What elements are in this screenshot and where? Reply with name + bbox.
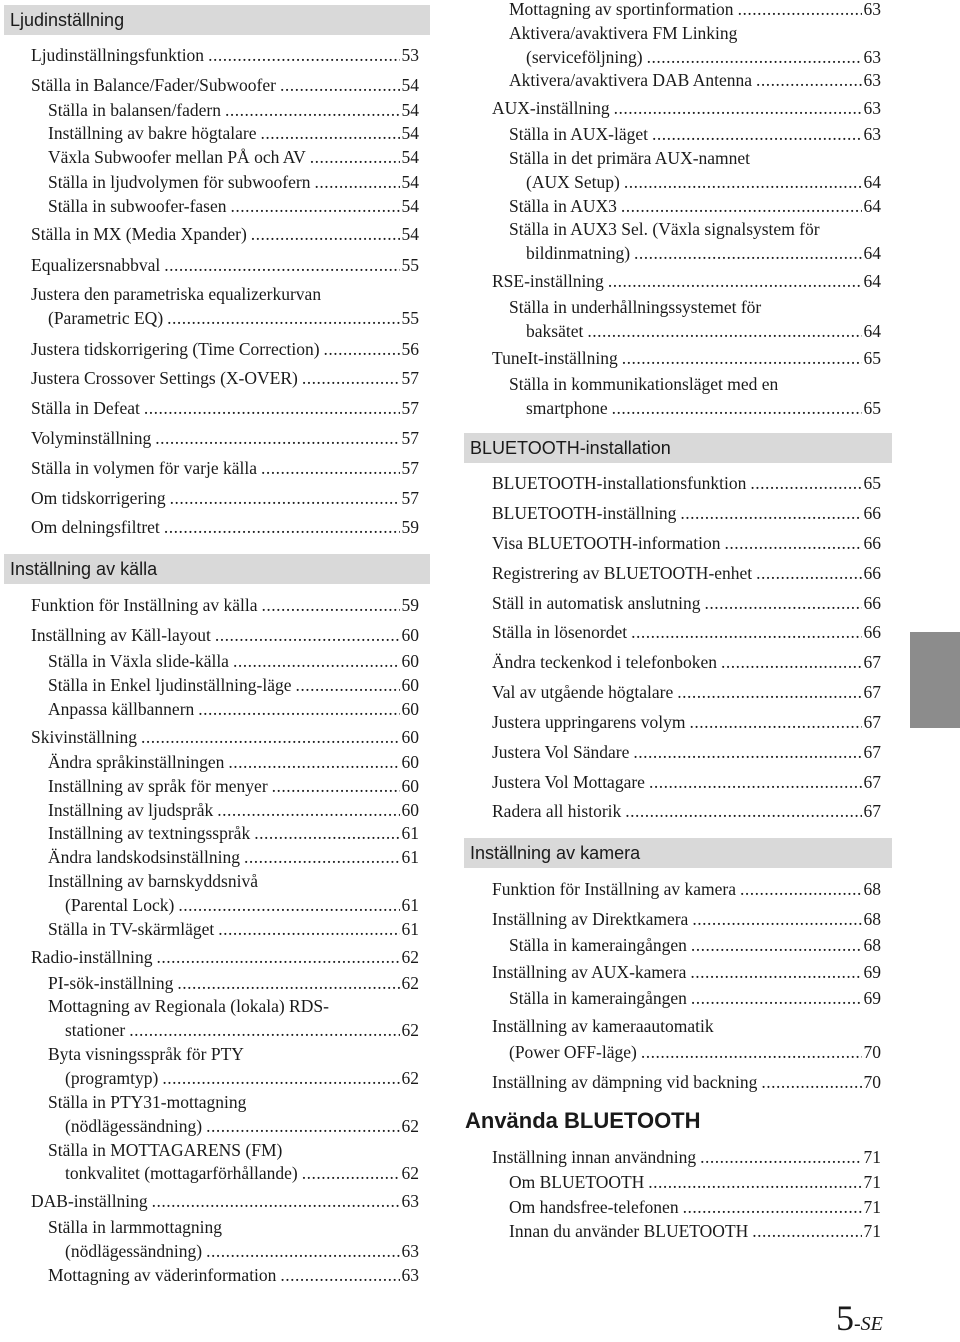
chapter-heading: Använda BLUETOOTH bbox=[465, 1108, 701, 1133]
toc-entry[interactable]: Volyminställning ..... 57 bbox=[31, 427, 419, 449]
toc-entry[interactable]: Inställning av ljudspråk ..... 60 bbox=[48, 799, 419, 821]
toc-entry[interactable]: baksätet ..... 64 bbox=[526, 320, 881, 342]
toc-entry-line[interactable]: Ställa in det primära AUX-namnet bbox=[509, 148, 751, 168]
toc-entry[interactable]: smartphone ..... 65 bbox=[526, 397, 881, 419]
toc-entry[interactable]: AUX-inställning ..... 63 bbox=[492, 97, 881, 119]
toc-entry[interactable]: Justera Crossover Settings (X-OVER) ..... 57 bbox=[31, 367, 419, 389]
toc-entry[interactable]: Ändra språkinställningen ..... 60 bbox=[48, 751, 419, 773]
toc-entry[interactable]: Mottagning av väderinformation ..... 63 bbox=[48, 1264, 419, 1286]
toc-entry[interactable]: Ställa in kameraingången ..... 69 bbox=[509, 987, 881, 1009]
toc-entry[interactable]: Ställa in ljudvolymen för subwoofern ..... 54 bbox=[48, 171, 419, 193]
toc-entry[interactable]: Radio-inställning ..... 62 bbox=[31, 946, 419, 968]
toc-entry[interactable]: Justera uppringarens volym ..... 67 bbox=[492, 711, 881, 733]
toc-entry[interactable]: Inställning av AUX-kamera ..... 69 bbox=[492, 961, 881, 983]
toc-entry[interactable]: (Parametric EQ) ..... 55 bbox=[48, 307, 419, 329]
page-number: 5-SE bbox=[836, 1298, 883, 1338]
toc-entry[interactable]: Visa BLUETOOTH-information ..... 66 bbox=[492, 532, 881, 554]
toc-entry-line[interactable]: Ställa in underhållningssystemet för bbox=[509, 297, 762, 317]
toc-entry[interactable]: TuneIt-inställning ..... 65 bbox=[492, 347, 881, 369]
toc-entry[interactable]: Justera Vol Mottagare ..... 67 bbox=[492, 771, 881, 793]
toc-entry-line[interactable]: Inställning av barnskyddsnivå bbox=[48, 871, 258, 891]
toc-entry[interactable]: Inställning av dämpning vid backning ..... 70 bbox=[492, 1071, 881, 1093]
toc-entry-line[interactable]: Justera den parametriska equalizerkurvan bbox=[31, 284, 322, 304]
toc-entry[interactable]: Anpassa källbannern ..... 60 bbox=[48, 698, 419, 720]
toc-entry[interactable]: Ställa in AUX-läget ..... 63 bbox=[509, 123, 881, 145]
toc-entry[interactable]: Ändra teckenkod i telefonboken ..... 67 bbox=[492, 651, 881, 673]
toc-entry[interactable]: stationer ..... 62 bbox=[65, 1019, 419, 1041]
toc-entry[interactable]: Aktivera/avaktivera DAB Antenna ..... 63 bbox=[509, 69, 881, 91]
toc-entry[interactable]: Mottagning av sportinformation ..... 63 bbox=[509, 0, 881, 20]
toc-entry[interactable]: Val av utgående högtalare ..... 67 bbox=[492, 681, 881, 703]
toc-entry-line[interactable]: Inställning av kameraautomatik bbox=[492, 1016, 714, 1036]
toc-entry[interactable]: Om BLUETOOTH ..... 71 bbox=[509, 1171, 881, 1193]
toc-entry-line[interactable]: Ställa in PTY31-mottagning bbox=[48, 1092, 247, 1112]
section-heading: Inställning av källa bbox=[4, 554, 430, 584]
toc-entry[interactable]: Equalizersnabbval ..... 55 bbox=[31, 254, 419, 276]
toc-entry[interactable]: PI-sök-inställning ..... 62 bbox=[48, 972, 419, 994]
toc-entry[interactable]: Inställning av textningsspråk ..... 61 bbox=[48, 822, 419, 844]
toc-entry[interactable]: bildinmatning) ..... 64 bbox=[526, 242, 881, 264]
toc-entry[interactable]: Ställa in TV-skärmläget ..... 61 bbox=[48, 918, 419, 940]
toc-entry[interactable]: (programtyp) ..... 62 bbox=[65, 1067, 419, 1089]
toc-entry[interactable]: Ljudinställningsfunktion ..... 53 bbox=[31, 44, 419, 66]
toc-entry[interactable]: BLUETOOTH-installationsfunktion ..... 65 bbox=[492, 472, 881, 494]
toc-entry[interactable]: Justera Vol Sändare ..... 67 bbox=[492, 741, 881, 763]
section-heading: Inställning av kamera bbox=[464, 838, 892, 868]
toc-entry[interactable]: Justera tidskorrigering (Time Correction) ..... 56 bbox=[31, 338, 419, 360]
toc-entry[interactable]: Inställning av Direktkamera ..... 68 bbox=[492, 908, 881, 930]
toc-entry[interactable]: Inställning innan användning ..... 71 bbox=[492, 1146, 881, 1168]
toc-entry[interactable]: Ställa in Balance/Fader/Subwoofer ..... 54 bbox=[31, 74, 419, 96]
toc-entry[interactable]: Om tidskorrigering ..... 57 bbox=[31, 487, 419, 509]
toc-entry[interactable]: tonkvalitet (mottagarförhållande) ..... 62 bbox=[65, 1162, 419, 1184]
toc-entry[interactable]: Ställa in lösenordet ..... 66 bbox=[492, 621, 881, 643]
toc-entry[interactable]: Ställa in kameraingången ..... 68 bbox=[509, 934, 881, 956]
toc-entry[interactable]: Radera all historik ..... 67 bbox=[492, 800, 881, 822]
toc-entry[interactable]: Ställa in MX (Media Xpander) ..... 54 bbox=[31, 223, 419, 245]
toc-entry[interactable]: Ställa in balansen/fadern ..... 54 bbox=[48, 99, 419, 121]
toc-entry[interactable]: Funktion för Inställning av källa ..... 59 bbox=[31, 594, 419, 616]
toc-entry[interactable]: Växla Subwoofer mellan PÅ och AV ..... 54 bbox=[48, 146, 419, 168]
toc-entry[interactable]: (Parental Lock) ..... 61 bbox=[65, 894, 419, 916]
toc-entry[interactable]: Ändra landskodsinställning ..... 61 bbox=[48, 846, 419, 868]
toc-entry[interactable]: DAB-inställning ..... 63 bbox=[31, 1190, 419, 1212]
toc-entry[interactable]: BLUETOOTH-inställning ..... 66 bbox=[492, 502, 881, 524]
toc-entry[interactable]: Registrering av BLUETOOTH-enhet ..... 66 bbox=[492, 562, 881, 584]
toc-entry[interactable]: (serviceföljning) ..... 63 bbox=[526, 46, 881, 68]
toc-entry[interactable]: Inställning av språk för menyer ..... 60 bbox=[48, 775, 419, 797]
toc-entry[interactable]: (nödlägessändning) ..... 62 bbox=[65, 1115, 419, 1137]
toc-entry-line[interactable]: Ställa in MOTTAGARENS (FM) bbox=[48, 1140, 283, 1160]
section-heading: Ljudinställning bbox=[4, 5, 430, 35]
toc-entry-line[interactable]: Byta visningsspråk för PTY bbox=[48, 1044, 244, 1064]
toc-entry-line[interactable]: Mottagning av Regionala (lokala) RDS- bbox=[48, 996, 329, 1016]
toc-entry-line[interactable]: Ställa in AUX3 Sel. (Växla signalsystem för bbox=[509, 219, 820, 239]
toc-entry[interactable]: (Power OFF-läge) ..... 70 bbox=[509, 1041, 881, 1063]
toc-entry[interactable]: Innan du använder BLUETOOTH ..... 71 bbox=[509, 1220, 881, 1242]
toc-entry-line[interactable]: Ställa in kommunikationsläget med en bbox=[509, 374, 779, 394]
toc-entry[interactable]: (AUX Setup) ..... 64 bbox=[526, 171, 881, 193]
toc-entry[interactable]: Inställning av Käll-layout ..... 60 bbox=[31, 624, 419, 646]
toc-entry[interactable]: (nödlägessändning) ..... 63 bbox=[65, 1240, 419, 1262]
toc-entry[interactable]: Om handsfree-telefonen ..... 71 bbox=[509, 1196, 881, 1218]
section-heading: BLUETOOTH-installation bbox=[464, 433, 892, 463]
toc-entry[interactable]: Ställa in volymen för varje källa ..... 57 bbox=[31, 457, 419, 479]
toc-entry[interactable]: Funktion för Inställning av kamera ..... 68 bbox=[492, 878, 881, 900]
chapter-side-tab bbox=[910, 632, 960, 728]
toc-entry[interactable]: Ställa in Enkel ljudinställning-läge ..... 60 bbox=[48, 674, 419, 696]
toc-entry[interactable]: RSE-inställning ..... 64 bbox=[492, 270, 881, 292]
toc-entry[interactable]: Ställ in automatisk anslutning ..... 66 bbox=[492, 592, 881, 614]
toc-entry-line[interactable]: Aktivera/avaktivera FM Linking bbox=[509, 23, 738, 43]
toc-entry[interactable]: Ställa in subwoofer-fasen ..... 54 bbox=[48, 195, 419, 217]
toc-entry[interactable]: Skivinställning ..... 60 bbox=[31, 726, 419, 748]
toc-entry[interactable]: Ställa in Defeat ..... 57 bbox=[31, 397, 419, 419]
toc-entry[interactable]: Ställa in AUX3 ..... 64 bbox=[509, 195, 881, 217]
toc-entry-line[interactable]: Ställa in larmmottagning bbox=[48, 1217, 223, 1237]
toc-entry[interactable]: Inställning av bakre högtalare ..... 54 bbox=[48, 122, 419, 144]
toc-entry[interactable]: Om delningsfiltret ..... 59 bbox=[31, 516, 419, 538]
toc-entry[interactable]: Ställa in Växla slide-källa ..... 60 bbox=[48, 650, 419, 672]
